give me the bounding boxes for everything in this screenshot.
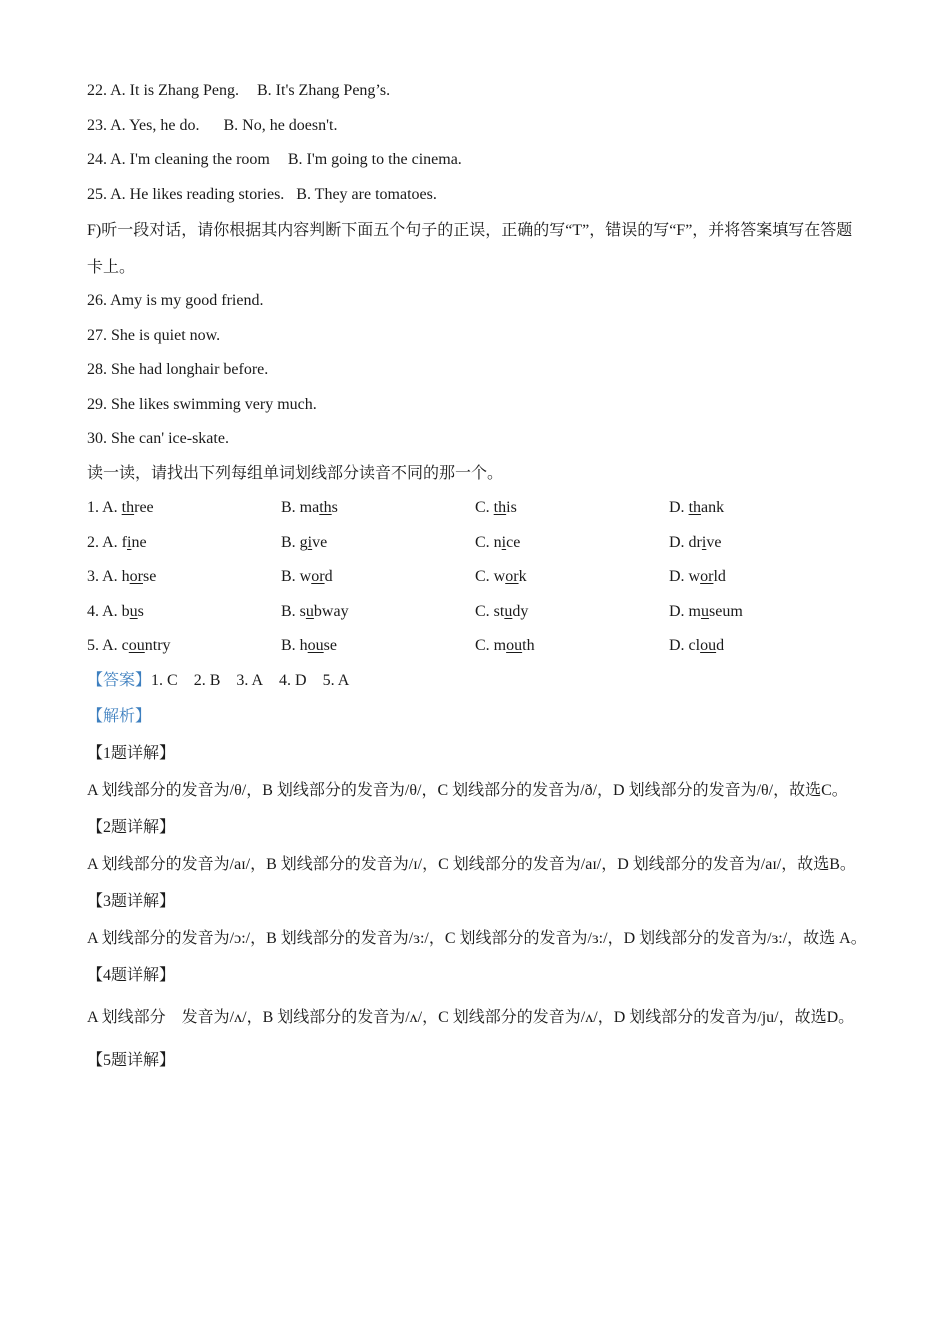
- option-a: 22. A. It is Zhang Peng.: [87, 82, 239, 99]
- option-a: 24. A. I'm cleaning the room: [87, 151, 270, 168]
- detail-text-4: A 划线部分 发音为/ʌ/，B 划线部分的发音为/ʌ/，C 划线部分的发音为/ʌ/，D 划线部分的发音为/ju/，故选D。: [87, 1009, 855, 1026]
- phonics-option: B. house: [281, 637, 337, 654]
- reading-instruction: 读一读，请找出下列每组单词划线部分读音不同的那一个。: [87, 464, 504, 482]
- listening-item-24: [87, 143, 867, 178]
- option-b: B. They are tomatoes.: [296, 185, 437, 203]
- answer-line: [87, 664, 867, 699]
- phonics-row-4: [87, 595, 867, 630]
- phonics-option: C. mouth: [475, 637, 535, 654]
- phonics-option: B. word: [281, 568, 333, 585]
- answer-item: 2. B: [193, 671, 221, 689]
- detail-heading-3: 【3题详解】: [87, 893, 176, 910]
- phonics-row-3: [87, 560, 867, 595]
- tf-item-26: 26. Amy is my good friend.: [87, 292, 264, 309]
- listening-item-25: [87, 178, 867, 213]
- phonics-option: B. give: [281, 533, 328, 551]
- phonics-option: D. thank: [669, 499, 725, 516]
- detail-heading-4: 【4题详解】: [87, 967, 176, 984]
- tf-item-27: 27. She is quiet now.: [87, 326, 221, 344]
- answer-item: 5. A: [322, 671, 350, 689]
- option-b: B. No, he doesn't.: [223, 116, 338, 134]
- phonics-option: 3. A. horse: [87, 568, 157, 585]
- phonics-option: 1. A. three: [87, 499, 154, 516]
- phonics-option: 4. A. bus: [87, 602, 144, 620]
- phonics-option: D. drive: [669, 533, 722, 551]
- phonics-option: C. work: [475, 568, 527, 585]
- phonics-option: B. subway: [281, 602, 349, 620]
- phonics-row-2: [87, 526, 867, 561]
- answer-label: 【答案】: [87, 671, 152, 689]
- phonics-option: B. maths: [281, 499, 338, 516]
- phonics-option: 2. A. fine: [87, 533, 147, 551]
- tf-item-29: 29. She likes swimming very much.: [87, 395, 317, 413]
- detail-text-1: A 划线部分的发音为/θ/，B 划线部分的发音为/θ/，C 划线部分的发音为/ð/，D 划线部分的发音为/θ/，故选C。: [87, 782, 848, 799]
- detail-heading-1: 【1题详解】: [87, 745, 176, 762]
- option-b: B. I'm going to the cinema.: [287, 151, 462, 168]
- answer-item: 3. A: [236, 671, 264, 689]
- tf-item-28: 28. She had longhair before.: [87, 361, 269, 378]
- document-page: [87, 74, 867, 1079]
- detail-text-3: A 划线部分的发音为/ɔ:/，B 划线部分的发音为/ɜ:/，C 划线部分的发音为/ɜ:/，D 划线部分的发音为/ɜ:/，故选 A。: [87, 930, 867, 947]
- option-a: 23. A. Yes, he do.: [87, 116, 200, 134]
- phonics-row-5: [87, 629, 867, 664]
- analysis-label: 【解析】: [87, 708, 152, 725]
- detail-heading-5: 【5题详解】: [87, 1052, 176, 1069]
- phonics-option: C. this: [475, 499, 517, 516]
- phonics-option: C. nice: [475, 533, 521, 551]
- phonics-option: C. study: [475, 602, 529, 620]
- section-f-instruction: F)听一段对话，请你根据其内容判断下面五个句子的正误，正确的写“T”，错误的写“F”，并将答案填写在答题卡上。: [87, 222, 853, 276]
- phonics-option: D. museum: [669, 602, 743, 620]
- listening-item-22: [87, 74, 867, 109]
- tf-item-30: 30. She can' ice-skate.: [87, 430, 229, 447]
- phonics-row-1: [87, 491, 867, 526]
- listening-item-23: [87, 109, 867, 144]
- answer-item: 1. C: [151, 671, 178, 689]
- detail-heading-2: 【2题详解】: [87, 819, 176, 836]
- phonics-option: D. cloud: [669, 637, 725, 654]
- phonics-option: 5. A. country: [87, 637, 171, 654]
- option-a: 25. A. He likes reading stories.: [87, 185, 285, 203]
- answer-item: 4. D: [279, 671, 307, 689]
- phonics-option: D. world: [669, 568, 726, 585]
- option-b: B. It's Zhang Peng’s.: [257, 82, 391, 99]
- detail-text-2: A 划线部分的发音为/aɪ/，B 划线部分的发音为/ɪ/，C 划线部分的发音为/aɪ/，D 划线部分的发音为/aɪ/，故选B。: [87, 856, 856, 873]
